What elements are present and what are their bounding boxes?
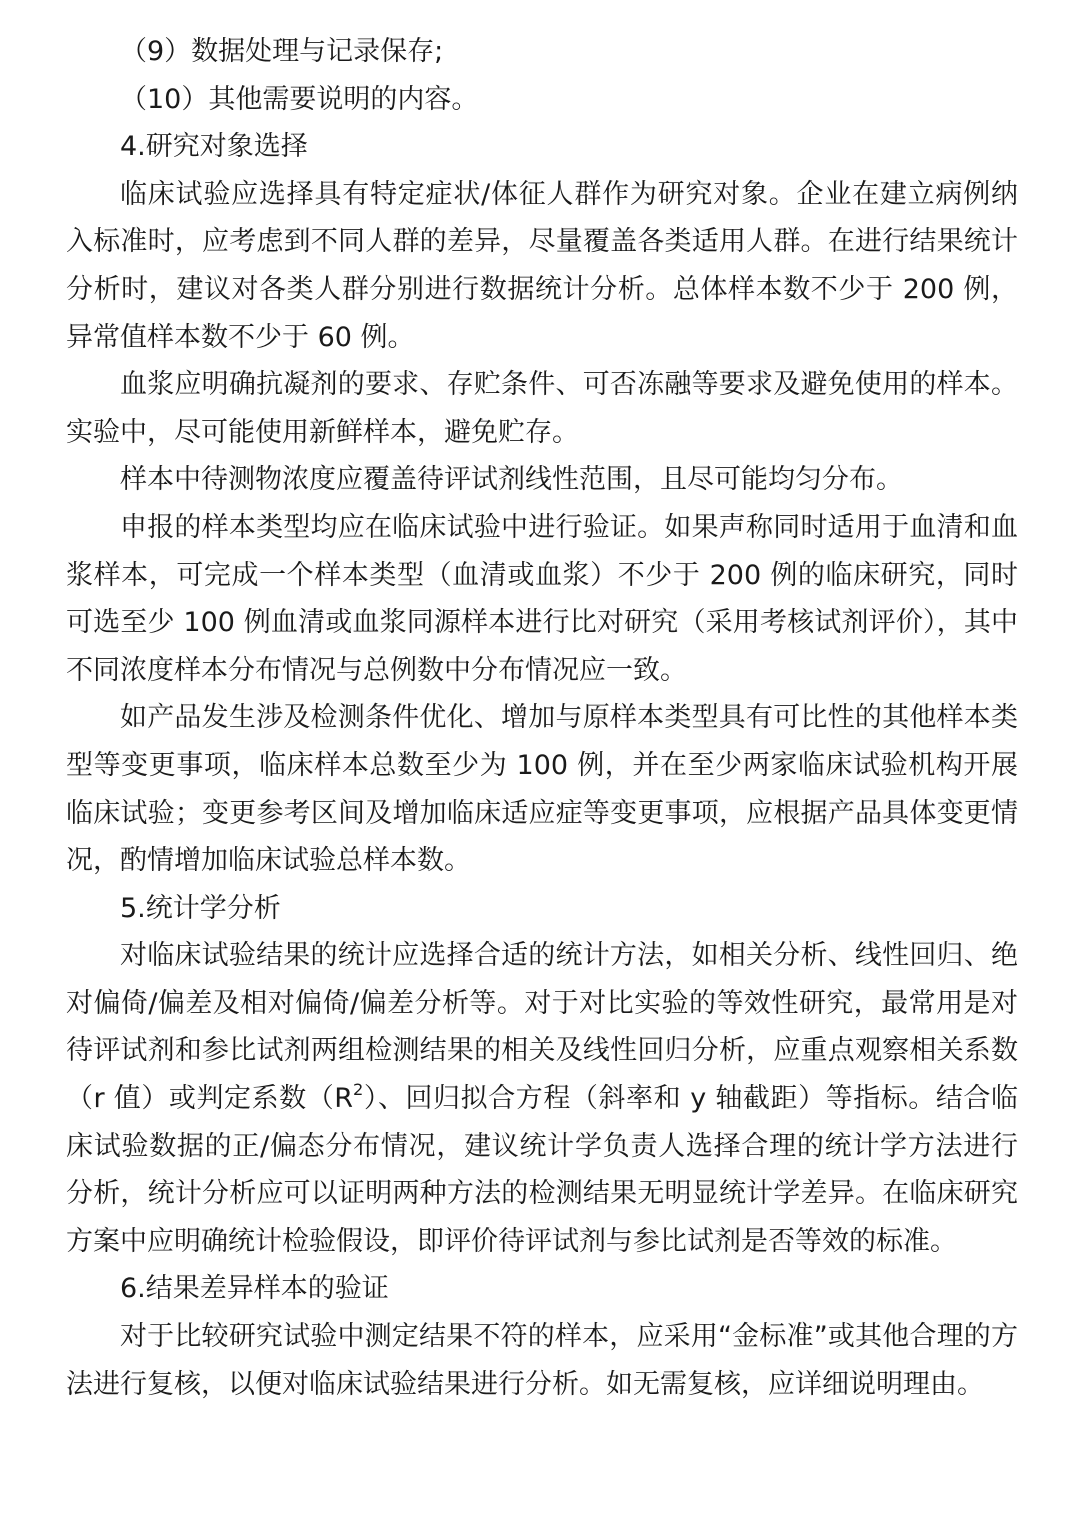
document-page (66, 28, 1018, 1408)
section-6-paragraph-1: 对于比较研究试验中测定结果不符的样本，应采用“金标准”或其他合理的方法进行复核，以便对临床试验结果进行分析。如无需复核，应详细说明理由。 (66, 1321, 1018, 1400)
section-5-text-part-b: ）、回归拟合方程（斜率和 y 轴截距）等指标。结合临床试验数据的正/偏态分布情况，建议统计学负责人选择合理的统计学方法进行分析，统计分析应可以证明两种方法的检测结果无明显统计学差异。在临床研究方案中应明确统计检验假设，即评价待评试剂与参比试剂是否等效的标准。 (66, 1083, 1018, 1257)
section-5-heading: 5.统计学分析 (120, 892, 281, 924)
r-squared-superscript: 2 (353, 1079, 364, 1099)
section-4-paragraph-1: 临床试验应选择具有特定症状/体征人群作为研究对象。企业在建立病例纳入标准时，应考虑到不同人群的差异，尽量覆盖各类适用人群。在进行结果统计分析时，建议对各类人群分别进行数据统计分析。总体样本数不少于 200 例，异常值样本数不少于 60 例。 (66, 178, 1018, 353)
section-5-paragraph-1 (66, 932, 1018, 1265)
section-4-paragraph-5: 如产品发生涉及检测条件优化、增加与原样本类型具有可比性的其他样本类型等变更事项，临床样本总数至少为 100 例，并在至少两家临床试验机构开展临床试验；变更参考区间及增加临床适应症等变更事项，应根据产品具体变更情况，酌情增加临床试验总样本数。 (66, 702, 1018, 877)
section-4-paragraph-3: 样本中待测物浓度应覆盖待评试剂线性范围，且尽可能均匀分布。 (120, 464, 903, 496)
section-6-heading: 6.结果差异样本的验证 (120, 1273, 389, 1305)
section-5-text-part-a: 对临床试验结果的统计应选择合适的统计方法，如相关分析、线性回归、绝对偏倚/偏差及相对偏倚/偏差分析等。对于对比实验的等效性研究，最常用是对待评试剂和参比试剂两组检测结果的相关及线性回归分析，应重点观察相关系数（r 值）或判定系数（R (66, 940, 1018, 1115)
section-4-heading: 4.研究对象选择 (120, 131, 308, 163)
list-item-10: （10）其他需要说明的内容。 (120, 83, 479, 115)
list-item-9: （9）数据处理与记录保存; (120, 36, 444, 67)
section-4-paragraph-2: 血浆应明确抗凝剂的要求、存贮条件、可否冻融等要求及避免使用的样本。实验中，尽可能使用新鲜样本，避免贮存。 (66, 369, 1018, 448)
section-4-paragraph-4: 申报的样本类型均应在临床试验中进行验证。如果声称同时适用于血清和血浆样本，可完成一个样本类型（血清或血浆）不少于 200 例的临床研究，同时可选至少 100 例血清或血浆同源样本进行比对研究（采用考核试剂评价），其中不同浓度样本分布情况与总例数中分布情况应一致。 (66, 511, 1018, 686)
